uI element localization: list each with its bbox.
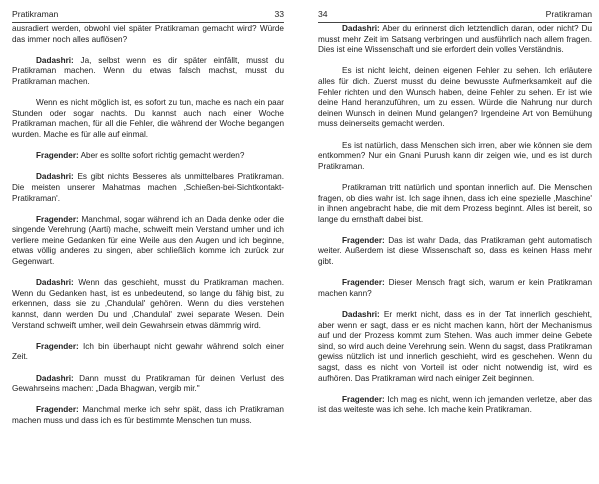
paragraph xyxy=(318,141,592,173)
paragraph xyxy=(12,374,284,395)
paragraph-text: Das ist wahr Dada, das Pratikraman geht automatisch weiter. Außerdem ist diese Wissenschaft so, dass es keinen Hass mehr gibt. xyxy=(318,235,592,267)
speaker-label: Fragender: xyxy=(342,278,385,288)
speaker-label: Fragender: xyxy=(36,341,79,351)
paragraph-text: ausradiert werden, obwohl viel später Pratikraman gemacht wird? Würde das immer noch alles auflösen? xyxy=(12,24,284,44)
speaker-label: Dadashri: xyxy=(36,373,74,383)
paragraph-text: Aber du erinnerst dich letztendlich daran, oder nicht? Du musst mehr Zeit im Satsang verbringen und ausführlich nach allem fragen. Dies ist eine Wissenschaft und sie erfordert dein volles Verständnis. xyxy=(318,24,592,55)
right-page xyxy=(318,0,592,484)
paragraph-text: Es ist natürlich, dass Menschen sich irren, aber wie können sie dem entkommen? Nur ein Gnani Purush kann dir zeigen wie, und es ist durch Pratikraman. xyxy=(318,140,592,171)
paragraph xyxy=(12,405,284,426)
left-page-number: 33 xyxy=(274,9,284,19)
paragraph xyxy=(318,395,592,416)
paragraph xyxy=(12,151,284,162)
left-page-body xyxy=(12,24,284,437)
right-page-body xyxy=(318,24,592,427)
speaker-label: Dadashri: xyxy=(36,172,74,182)
paragraph-text: Pratikraman tritt natürlich und spontan innerlich auf. Die Menschen fragen, ob dies wahr ist. Ich sage ihnen, dass ich eine spezielle ‚Maschine' in ihnen angebracht habe, die mit dem Prozess beginnt. Alles ist bereit, so lange du ernsthaft dabei bist. xyxy=(318,182,592,224)
left-page xyxy=(12,0,284,484)
speaker-label: Fragender: xyxy=(36,405,79,415)
paragraph xyxy=(318,278,592,299)
right-page-header xyxy=(318,8,592,21)
paragraph xyxy=(318,66,592,130)
paragraph-text: Es gibt nichts Besseres als unmittelbares Pratikraman. Die meisten unserer Mahatmas machen ‚Schießen-bei-Sichtkontakt-Pratikraman'. xyxy=(12,172,284,203)
paragraph xyxy=(12,98,284,140)
paragraph-text: Ich mag es nicht, wenn ich jemanden verletze, aber das ist das weiteste was ich sehe. Ich mache kein Pratikraman. xyxy=(318,394,592,415)
paragraph-text: Manchmal, sogar während ich an Dada denke oder die singende Verehrung (Aarti) mache, schweift mein Verstand umher und ich verliere meine Gedanken für eine Weile aus den Augen und ich beginne, etwas völlig anderes zu singen, aber schließlich komme ich zurück zur Gegenwart. xyxy=(12,214,284,267)
paragraph xyxy=(318,183,592,225)
paragraph-text: Wenn das geschieht, musst du Pratikraman machen. Wenn du Gedanken hast, ist es unbedeutend, so lange du fähig bist, zu erkennen, dass sie zu ‚Chandulal' gehören. Wenn du dies verstehen kannst, dann werden Du und ‚Chandulal' zwei separate Wesen. Dein Verstand schweift umher, weil dein Gewahrsein etwas dämmrig wird. xyxy=(12,278,284,330)
speaker-label: Fragender: xyxy=(36,214,79,224)
speaker-label: Dadashri: xyxy=(342,310,380,320)
paragraph xyxy=(12,215,284,268)
right-header-rule xyxy=(318,22,592,23)
speaker-label: Fragender: xyxy=(342,235,385,245)
paragraph-text: Er merkt nicht, dass es in der Tat innerlich geschieht, aber wenn er sagt, dass er es nicht machen kann, hört der Mechanismus auf und der Prozess kommt zum Stehen. Was auch immer deine Gebete sind, so wird auch deine Verehrung sein. Wenn du sagst, dass Pratikraman gewiss nützlich ist und innerlich geschieht, wird es geschehen. Wenn du sagst, dass es nicht von Vorteil ist oder nicht notwendig ist, wird es aufhören. Das Pratikraman wird nach einiger Zeit beginnen. xyxy=(318,310,592,383)
paragraph-text: Ja, selbst wenn es dir später einfällt, musst du Pratikraman machen. Wenn du etwas falsch machst, musst du Pratikraman machen. xyxy=(12,55,284,86)
speaker-label: Fragender: xyxy=(342,394,385,404)
paragraph xyxy=(12,56,284,88)
paragraph xyxy=(318,24,592,56)
paragraph xyxy=(318,310,592,384)
left-page-header xyxy=(12,8,284,21)
paragraph xyxy=(12,24,284,45)
paragraph-text: Aber es sollte sofort richtig gemacht werden? xyxy=(78,151,245,161)
paragraph xyxy=(318,236,592,268)
left-header-rule xyxy=(12,22,284,23)
speaker-label: Dadashri: xyxy=(36,55,74,65)
paragraph xyxy=(12,172,284,204)
speaker-label: Dadashri: xyxy=(342,24,380,33)
speaker-label: Dadashri: xyxy=(36,278,74,288)
paragraph-text: Es ist nicht leicht, deinen eigenen Fehler zu sehen. Ich erläutere alles für dich. Zuerst musst du deine bewusste Aufmerksamkeit auf die Fehler richten und den Wunsch haben, deine Fehler zu sehen. Er ist wie deine Hand heranzuführen, um zu essen. Würde die Nahrung nur durch deinen Wunsch in deinen Mund gelangen? Irgendeine Art von Bemühung muss deinerseits gemacht werden. xyxy=(318,66,592,129)
speaker-label: Fragender: xyxy=(36,151,79,161)
paragraph-text: Manchmal merke ich sehr spät, dass ich Pratikraman machen muss und dass ich es für bestimmte Menschen tun muss. xyxy=(12,405,284,425)
left-header-title: Pratikraman xyxy=(12,9,59,19)
paragraph-text: Wenn es nicht möglich ist, es sofort zu tun, mache es nach ein paar Stunden oder sogar nachts. Du kannst auch nach einer Woche Pratikraman machen, für all die Fehler, die während der Woche begangen wurden. Mache es für alle auf einmal. xyxy=(12,98,284,139)
paragraph-text: Dieser Mensch fragt sich, warum er kein Pratikraman machen kann? xyxy=(318,278,592,298)
right-header-title: Pratikraman xyxy=(545,9,592,19)
paragraph xyxy=(12,342,284,363)
paragraph xyxy=(12,278,284,331)
right-page-number: 34 xyxy=(318,9,328,19)
paragraph-text: Dann musst du Pratikraman für deinen Verlust des Gewahrseins machen: „Dada Bhagwan, vergib mir." xyxy=(12,373,284,394)
paragraph-text: Ich bin überhaupt nicht gewahr während solch einer Zeit. xyxy=(12,341,284,362)
